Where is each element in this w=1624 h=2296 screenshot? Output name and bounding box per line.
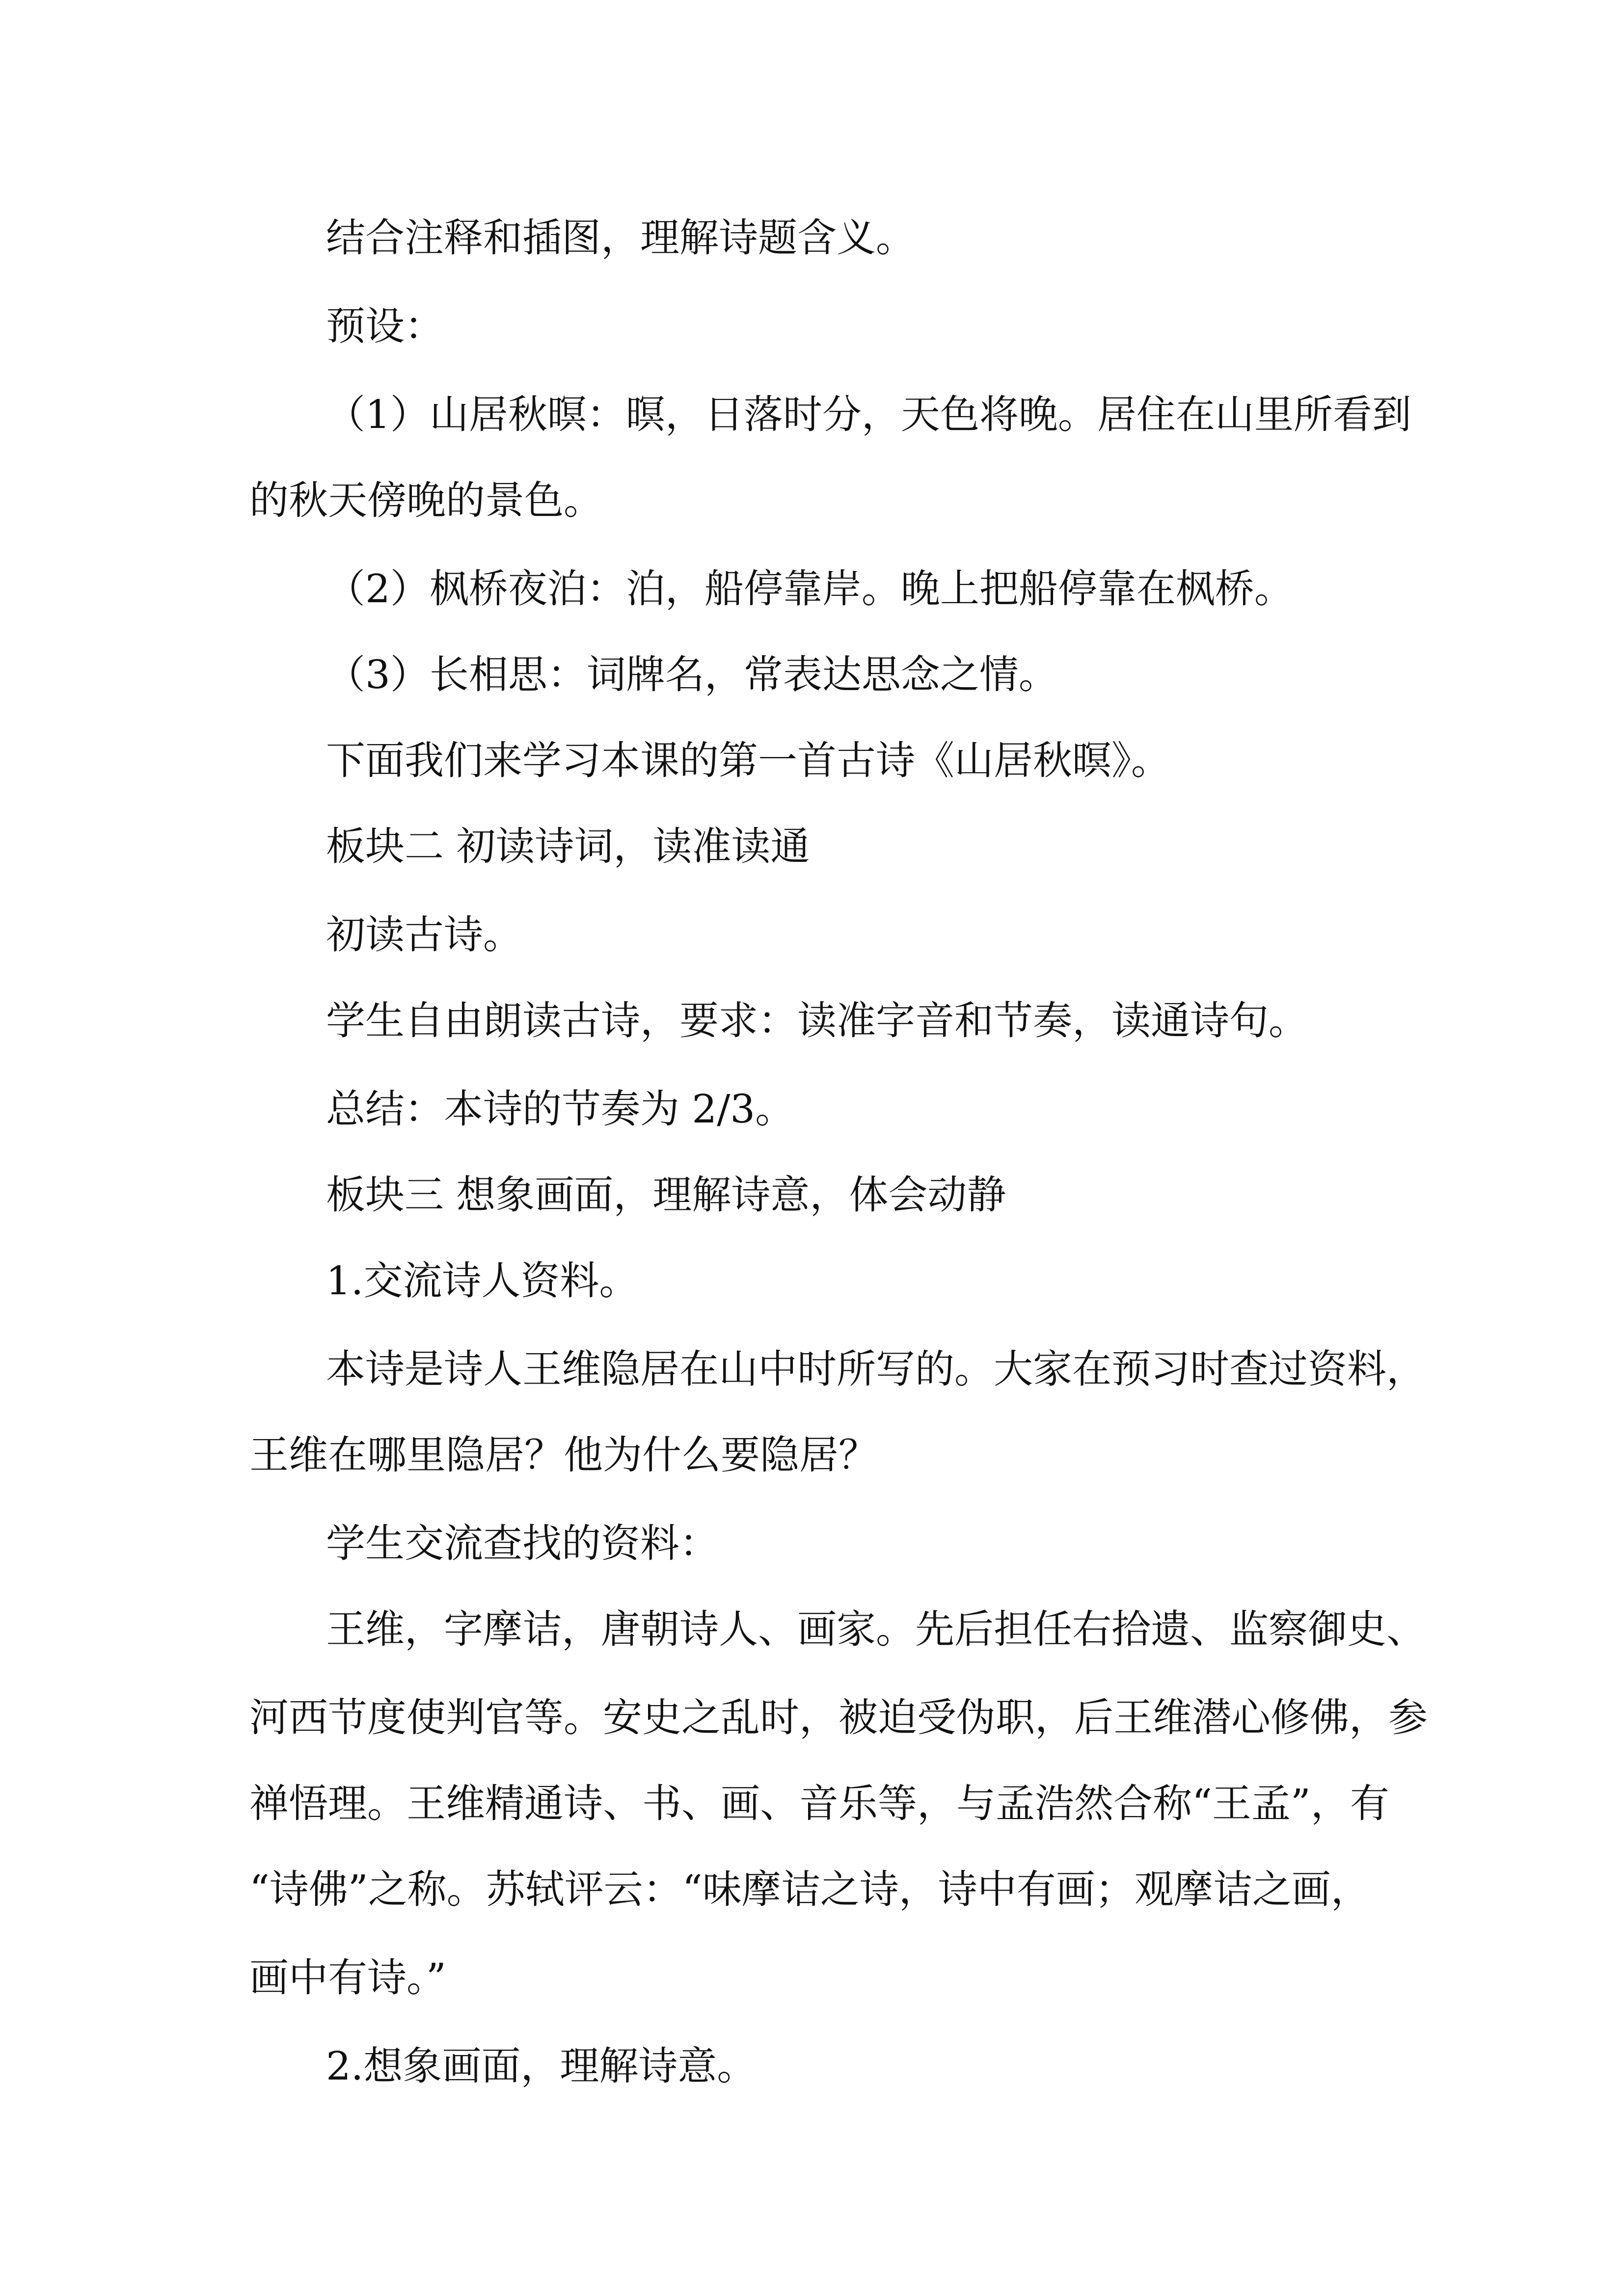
paragraph-line: 禅悟理。王维精通诗、书、画、音乐等，与孟浩然合称“王孟”，有 [249, 1781, 1389, 1826]
paragraph-line: 预设： [326, 303, 444, 349]
paragraph-line: 的秋天傍晚的景色。 [249, 478, 603, 523]
paragraph-line: 结合注释和插图，理解诗题含义。 [326, 215, 915, 261]
paragraph-line: 本诗是诗人王维隐居在山中时所写的。大家在预习时查过资料， [326, 1346, 1426, 1392]
paragraph-line: 1.交流诗人资料。 [326, 1258, 639, 1304]
paragraph-line: 2.想象画面，理解诗意。 [326, 2043, 757, 2089]
paragraph-line: （1）山居秋暝：暝，日落时分，天色将晚。居住在山里所看到 [326, 392, 1411, 437]
paragraph-line: （3）长相思：词牌名，常表达思念之情。 [326, 652, 1058, 697]
paragraph-line: 学生自由朗读古诗，要求：读准字音和节奏，读通诗句。 [326, 998, 1308, 1043]
section-heading: 板块三 想象画面，理解诗意，体会动静 [326, 1172, 1006, 1218]
paragraph-line: 河西节度使判官等。安史之乱时，被迫受伪职，后王维潜心修佛，参 [249, 1695, 1428, 1740]
paragraph-line: 画中有诗。” [249, 1955, 446, 2001]
paragraph-line: 总结：本诗的节奏为 2/3。 [326, 1086, 795, 1132]
paragraph-line: 王维，字摩诘，唐朝诗人、画家。先后担任右拾遗、监察御史、 [326, 1606, 1426, 1652]
paragraph-line: “诗佛”之称。苏轼评云：“味摩诘之诗，诗中有画；观摩诘之画， [249, 1867, 1370, 1912]
paragraph-line: 初读古诗。 [326, 912, 522, 958]
paragraph-line: 下面我们来学习本课的第一首古诗《山居秋暝》。 [326, 738, 1170, 783]
section-heading: 板块二 初读诗词，读准读通 [326, 824, 810, 869]
paragraph-line: （2）枫桥夜泊：泊，船停靠岸。晚上把船停靠在枫桥。 [326, 566, 1294, 612]
paragraph-line: 学生交流查找的资料： [326, 1521, 719, 1566]
paragraph-line: 王维在哪里隐居？他为什么要隐居？ [249, 1432, 878, 1478]
